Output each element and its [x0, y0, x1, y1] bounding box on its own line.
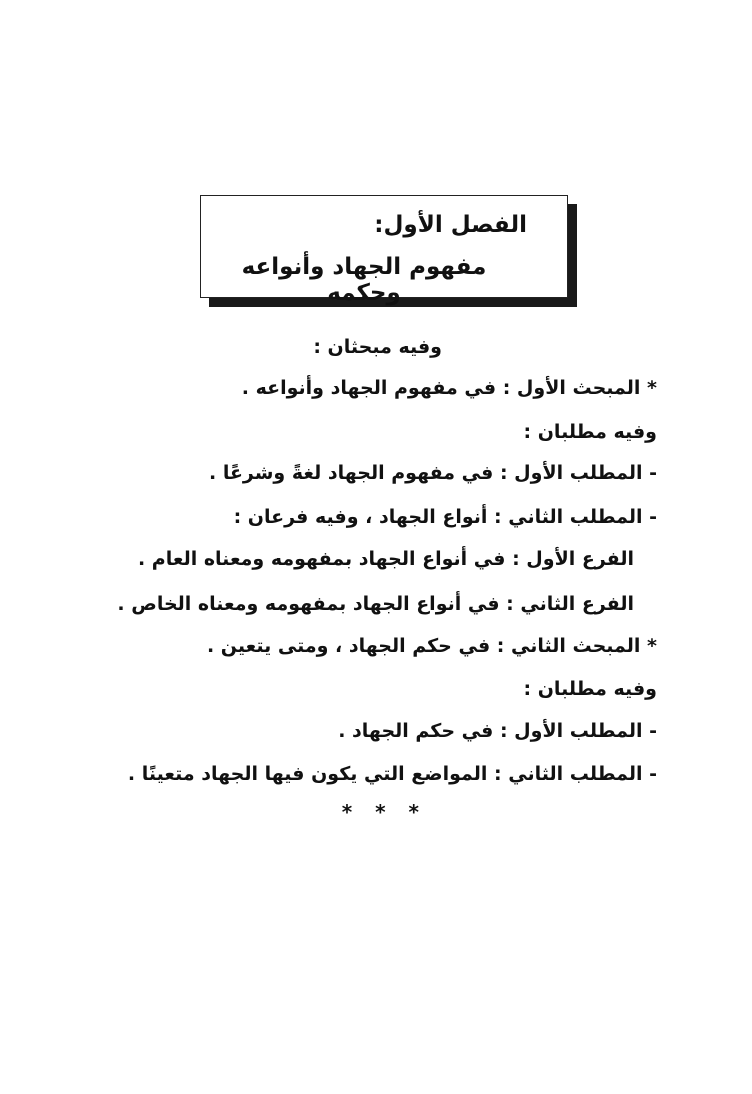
section-separator: * * *: [341, 800, 427, 824]
section-1-item-2: - المطلب الثاني : أنواع الجهاد ، وفيه فرعان :: [233, 506, 657, 528]
section-heading-2: * المبحث الثاني : في حكم الجهاد ، ومتى يتعين .: [206, 635, 657, 657]
section-heading-1: * المبحث الأول : في مفهوم الجهاد وأنواعه .: [241, 377, 657, 399]
outline-intro: وفيه مبحثان :: [313, 336, 442, 358]
section-1-item-2-branch-1: الفرع الأول : في أنواع الجهاد بمفهومه ومعناه العام .: [137, 548, 634, 570]
section-1-intro: وفيه مطلبان :: [523, 421, 657, 443]
section-2-intro: وفيه مطلبان :: [523, 678, 657, 700]
section-1-item-2-branch-2: الفرع الثاني : في أنواع الجهاد بمفهومه ومعناه الخاص .: [117, 593, 634, 615]
section-2-item-1: - المطلب الأول : في حكم الجهاد .: [338, 720, 657, 742]
chapter-title-box: [200, 195, 568, 306]
chapter-subtitle: مفهوم الجهاد وأنواعه وحكمه: [241, 254, 487, 306]
chapter-title: الفصل الأول:: [374, 212, 527, 238]
section-1-item-1: - المطلب الأول : في مفهوم الجهاد لغةً وشرعًا .: [208, 462, 657, 484]
section-2-item-2: - المطلب الثاني : المواضع التي يكون فيها الجهاد متعينًا .: [127, 763, 657, 785]
